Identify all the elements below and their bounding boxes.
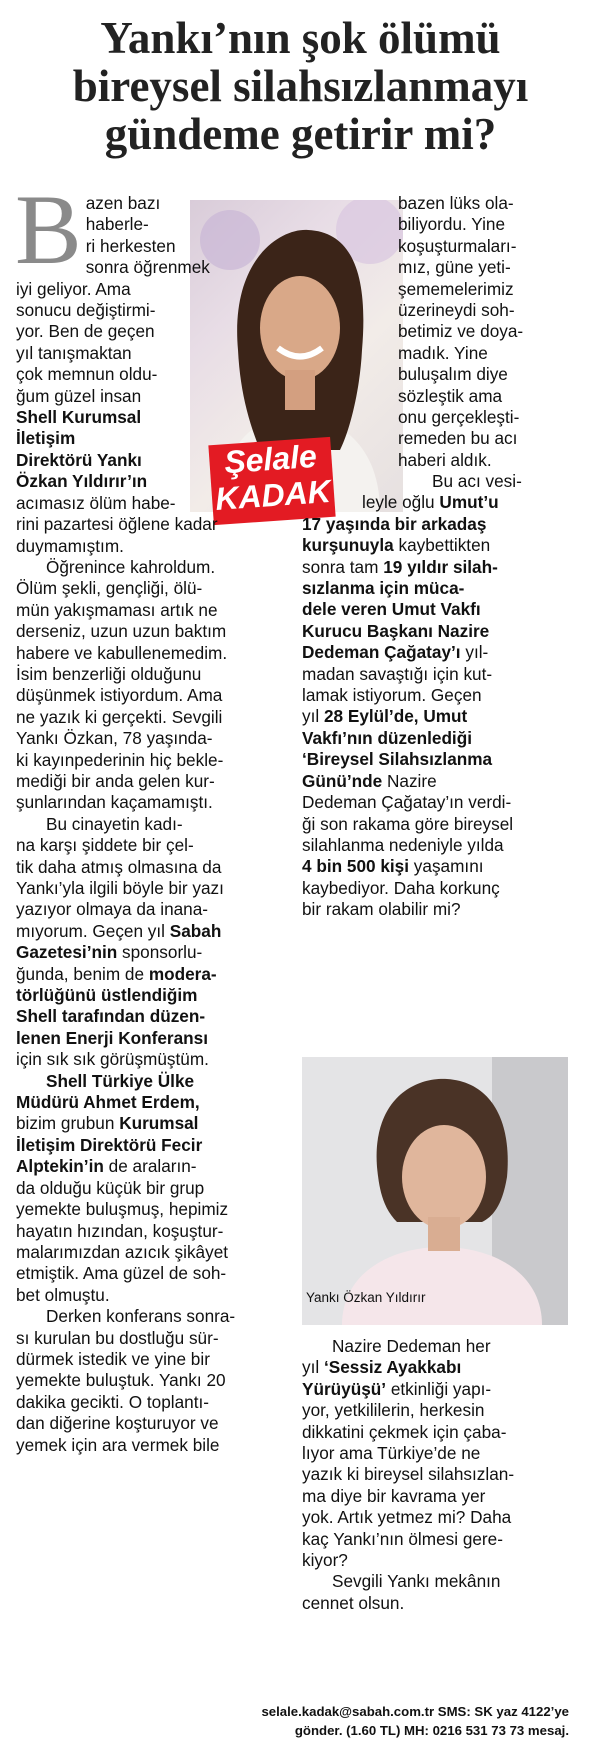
bold-text: Gazetesi’nin <box>16 942 118 963</box>
text-line: ma diye bir kavrama yer <box>302 1485 486 1506</box>
bold-text: modera- <box>148 963 217 984</box>
text-line: yıl- <box>465 642 489 663</box>
text-line: etkinliği yapı- <box>390 1378 492 1399</box>
text-line: mün yakışmaması artık ne <box>16 599 218 620</box>
bold-text: ‘Sessiz Ayakkabı <box>323 1357 462 1378</box>
bold-text: Shell Türkiye Ülke <box>46 1070 195 1091</box>
text-line: buluşalım diye <box>398 364 508 385</box>
text-line: madan savaştığı için kut- <box>302 663 493 684</box>
text-line: sonra öğrenmek <box>85 257 210 278</box>
author-first-name: Şelale <box>223 437 318 481</box>
paragraph-6 <box>398 193 568 471</box>
text-line: dürmek istedik ve yine bir <box>16 1348 210 1369</box>
drop-cap: B <box>15 174 82 285</box>
text-line: yemek için ara vermek bile <box>16 1434 220 1455</box>
text-line: düşünmek istiyordum. Ama <box>16 685 223 706</box>
text-line: lamak istiyorum. Geçen <box>302 685 482 706</box>
text-line: azen bazı <box>85 193 161 213</box>
bold-text: İletişim <box>16 428 76 449</box>
text-line: mediği bir anda gelen kur- <box>16 770 215 791</box>
bold-text: Sabah <box>169 920 222 941</box>
text-line: bizim grubun <box>16 1113 115 1134</box>
text-line: madık. Yine <box>398 342 488 363</box>
text-line: kaç Yankı’nın ölmesi gere- <box>302 1528 503 1549</box>
text-line: yıl <box>302 706 320 727</box>
footer-line-2: gönder. (1.60 TL) MH: 0216 531 73 73 mesaj. <box>294 1723 569 1738</box>
bold-text: İletişim Direktörü Fecir <box>16 1134 203 1155</box>
text-line: Nazire Dedeman her <box>332 1336 491 1356</box>
subject-portrait-graphic <box>302 1057 568 1325</box>
text-line: sözleştik ama <box>398 385 503 406</box>
text-line: acımasız ölüm habe- <box>16 492 176 513</box>
text-line: sonucu değiştirmi- <box>16 300 156 321</box>
text-line: Öğrenince kahroldum. <box>46 556 216 577</box>
text-line: ne yazık ki gerçekti. Sevgili <box>16 706 223 727</box>
paragraph-1 <box>15 174 288 557</box>
text-line: yok. Artık yetmez mi? Daha <box>302 1507 512 1528</box>
text-line: Sevgili Yankı mekânın <box>332 1571 501 1592</box>
text-line: yaşamını <box>413 856 484 877</box>
text-line: yazıyor olmaya da inana- <box>16 899 209 920</box>
right-column-bottom <box>302 1336 570 1614</box>
text-line: yıl <box>302 1357 320 1378</box>
text-line: bir rakam olabilir mi? <box>302 899 461 920</box>
text-line: de araların- <box>108 1156 197 1177</box>
text-line: silahlanma nedeniyle yılda <box>302 834 504 855</box>
photo-caption: Yankı Özkan Yıldırır <box>306 1290 426 1305</box>
paragraph-2 <box>16 557 288 814</box>
text-line: Bu cinayetin kadı- <box>46 813 183 834</box>
text-line: İsim benzerliği olduğunu <box>16 663 202 684</box>
text-line: rini pazartesi öğlene kadar <box>16 514 218 535</box>
text-line: yemekte buluştuk. Yankı 20 <box>16 1370 226 1391</box>
text-line: na karşı şiddete bir çel- <box>16 835 194 856</box>
text-line: derseniz, uzun uzun baktım <box>16 621 227 642</box>
text-line: ğum güzel insan <box>16 385 142 406</box>
text-line: mız, güne yeti- <box>398 257 511 278</box>
text-line: kiyor? <box>302 1550 348 1571</box>
paragraph-7 <box>302 471 570 492</box>
text-line: üzerineydi soh- <box>398 300 515 321</box>
text-line: sponsorlu- <box>122 942 203 963</box>
bold-text: Müdürü Ahmet Erdem, <box>16 1092 200 1113</box>
paragraph-4 <box>16 1071 288 1306</box>
bold-text: Kurucu Başkanı Nazire <box>302 620 490 641</box>
text-line: yazık ki bireysel silahsızlan- <box>302 1464 515 1485</box>
text-line: dikkatini çekmek için çaba- <box>302 1421 507 1442</box>
text-line: sı kurulan bu dostluğu sür- <box>16 1327 219 1348</box>
text-line: dakika gecikti. O toplantı- <box>16 1391 209 1412</box>
right-column-top <box>398 193 568 471</box>
text-line: duymamıştım. <box>16 535 124 556</box>
paragraph-8 <box>302 1336 570 1571</box>
bold-text: Shell tarafından düzen- <box>16 1006 206 1027</box>
bold-text: ‘Bireysel Silahsızlanma <box>302 749 493 770</box>
bold-text: 4 bin 500 kişi <box>302 856 410 877</box>
text-line: ğunda, benim de <box>16 963 145 984</box>
text-line: yor. Ben de geçen <box>16 321 155 342</box>
bold-text: Günü’nde <box>302 770 383 791</box>
bold-text: törlüğünü üstlendiğim <box>16 985 198 1006</box>
text-line: kaybediyor. Daha korkunç <box>302 877 500 898</box>
text-line: ri herkesten <box>85 235 176 256</box>
text-line: betimiz ve doya- <box>398 321 524 342</box>
text-line: bazen lüks ola- <box>398 193 514 213</box>
bold-text: Umut’u <box>439 492 499 513</box>
text-line: ği son rakama göre bireysel <box>302 813 514 834</box>
headline-line-1: Yankı’nın şok ölümü <box>100 13 501 63</box>
headline-line-2: bireysel silahsızlanmayı <box>72 61 529 111</box>
text-line: yor, yetkililerin, herkesin <box>302 1400 485 1421</box>
text-line: Yankı Özkan, 78 yaşında- <box>16 728 213 749</box>
text-line: Dedeman Çağatay’ın verdi- <box>302 792 512 813</box>
text-line: cennet olsun. <box>302 1592 405 1613</box>
bold-text: kurşunuyla <box>302 535 394 556</box>
bold-text: Yürüyüşü’ <box>302 1378 387 1399</box>
paragraph-9 <box>302 1571 570 1614</box>
bold-text: sızlanma için müca- <box>302 578 465 599</box>
text-line: leyle oğlu <box>362 492 435 513</box>
bold-text: Alptekin’in <box>16 1156 104 1177</box>
paragraph-5 <box>16 1306 288 1456</box>
text-line: kaybettikten <box>398 535 491 556</box>
text-line: şunlarından kaçamamıştı. <box>16 792 213 813</box>
contact-footer <box>139 1702 569 1740</box>
bold-text: lenen Enerji Konferansı <box>16 1027 208 1048</box>
text-line: Bu acı vesi- <box>432 471 522 491</box>
bold-text: Shell Kurumsal <box>16 407 142 428</box>
text-line: yemekte buluşmuş, hepimiz <box>16 1199 229 1220</box>
text-line: remeden bu acı <box>398 428 518 449</box>
bold-text: 28 Eylül’de, Umut <box>323 706 468 727</box>
text-line: hayatın hızından, koşuştur- <box>16 1220 224 1241</box>
text-line: şememelerimiz <box>398 278 514 299</box>
text-line: malarımızdan azıcık şikâyet <box>16 1241 229 1262</box>
bold-text: Kurumsal <box>119 1113 199 1134</box>
text-line: iyi geliyor. Ama <box>16 278 131 299</box>
text-line: koşuşturmaları- <box>398 235 517 256</box>
text-line: tik daha atmış olmasına da <box>16 856 222 877</box>
text-line: onu gerçekleşti- <box>398 407 520 428</box>
subject-photo <box>302 1057 568 1325</box>
bold-text: Vakfı’nın düzenlediği <box>302 727 472 748</box>
text-line: habere ve kabullenemedim. <box>16 642 228 663</box>
text-line: haberle- <box>85 214 149 235</box>
text-line: yıl tanışmaktan <box>16 342 132 363</box>
text-line: için sık sık görüşmüştüm. <box>16 1049 209 1070</box>
author-last-name: KADAK <box>214 472 332 517</box>
bold-text: dele veren Umut Vakfı <box>302 599 481 620</box>
text-line: biliyordu. Yine <box>398 214 506 235</box>
text-line: çok memnun oldu- <box>16 364 158 385</box>
text-line: Nazire <box>386 770 437 791</box>
headline-line-3: gündeme getirir mi? <box>104 109 497 159</box>
text-line: Ölüm şekli, gençliği, ölü- <box>16 578 203 599</box>
bold-text: 19 yıldır silah- <box>383 556 498 577</box>
text-line: sonra tam <box>302 556 379 577</box>
footer-line-1: selale.kadak@sabah.com.tr SMS: SK yaz 4122’ye <box>261 1704 569 1719</box>
left-column <box>15 174 288 1456</box>
right-column-main <box>302 471 570 921</box>
text-line: Yankı’yla ilgili böyle bir yazı <box>16 878 224 898</box>
bold-text: 17 yaşında bir arkadaş <box>302 513 487 534</box>
text-line: bet olmuştu. <box>16 1284 110 1305</box>
paragraph-3 <box>16 814 288 1071</box>
bold-text: Direktörü Yankı <box>16 449 142 470</box>
bold-text: Özkan Yıldırır’ın <box>16 471 148 492</box>
bold-text: Dedeman Çağatay’ı <box>302 642 461 663</box>
text-line: ki kayınpederinin hiç bekle- <box>16 749 224 770</box>
paragraph-7-cont <box>302 492 570 920</box>
text-line: etmiştik. Ama güzel de soh- <box>16 1263 227 1284</box>
text-line: dan diğerine koşturuyor ve <box>16 1413 219 1434</box>
text-line: Derken konferans sonra- <box>46 1306 236 1327</box>
text-line: lıyor ama Türkiye’de ne <box>302 1443 481 1464</box>
text-line: mıyorum. Geçen yıl <box>16 920 165 941</box>
text-line: da olduğu küçük bir grup <box>16 1177 205 1198</box>
text-line: haberi aldık. <box>398 449 492 470</box>
headline <box>0 14 601 158</box>
